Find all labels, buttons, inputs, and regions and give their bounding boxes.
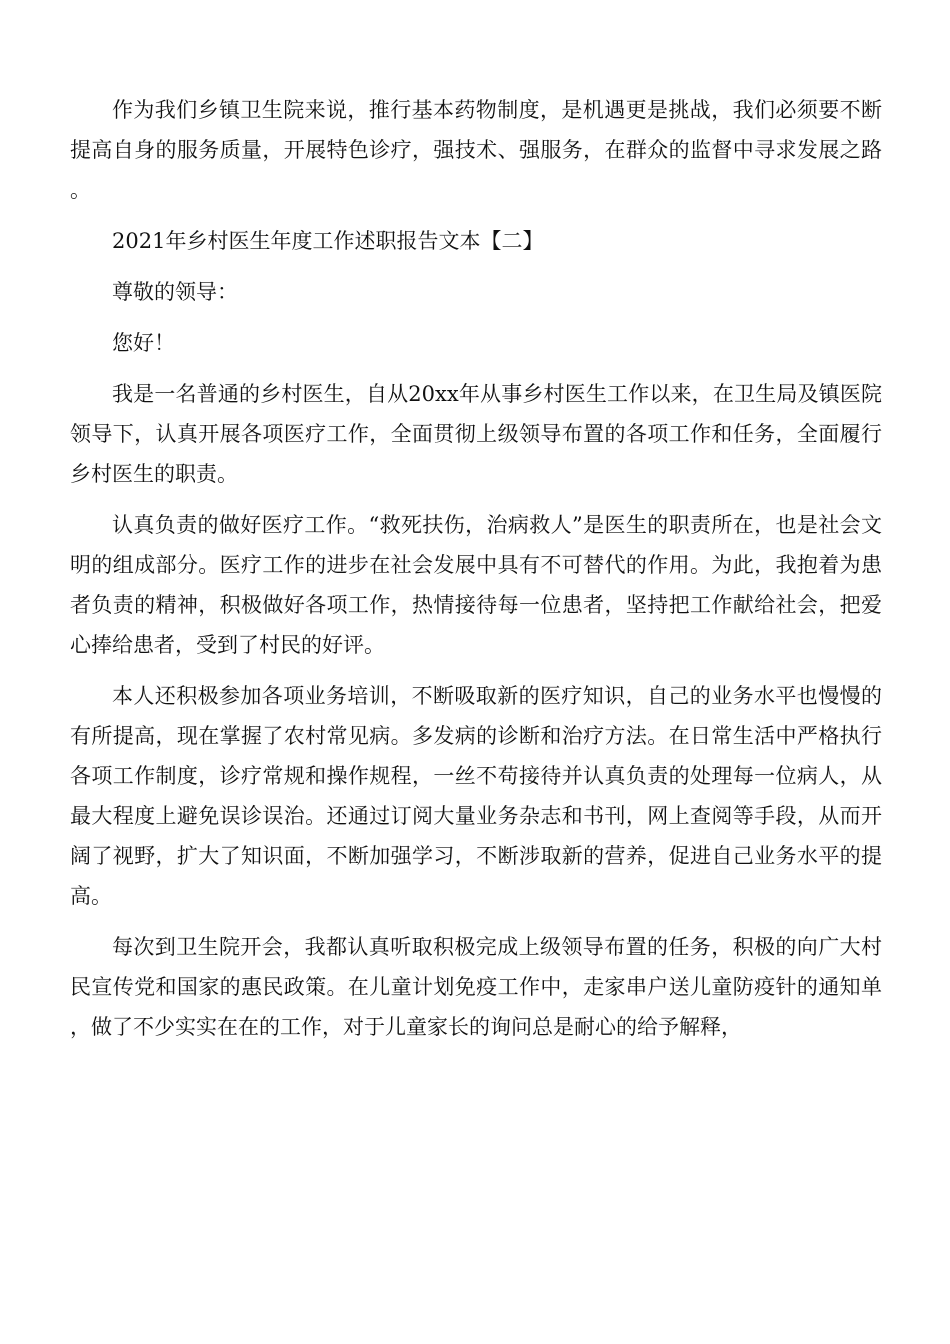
paragraph-medical-work: 认真负责的做好医疗工作。“救死扶伤，治病救人”是医生的职责所在，也是社会文明的组成部分。医疗工作的进步在社会发展中具有不可替代的作用。为此，我抱着为患者负责的精神，积极做好各项工作，热情接待每一位患者，坚持把工作献给社会，把爱心捧给患者，受到了村民的好评。	[70, 513, 882, 657]
paragraph-self-introduction: 我是一名普通的乡村医生，自从20xx年从事乡村医生工作以来，在卫生局及镇医院领导下，认真开展各项医疗工作，全面贯彻上级领导布置的各项工作和任务，全面履行乡村医生的职责。	[70, 382, 882, 486]
document-page	[70, 90, 882, 1058]
greeting: 您好！	[112, 331, 175, 355]
salutation: 尊敬的领导：	[112, 280, 238, 304]
section-heading: 2021年乡村医生年度工作述职报告文本【二】	[112, 229, 544, 253]
paragraph-training: 本人还积极参加各项业务培训，不断吸取新的医疗知识，自己的业务水平也慢慢的有所提高，现在掌握了农村常见病。多发病的诊断和治疗方法。在日常生活中严格执行各项工作制度，诊疗常规和操作规程，一丝不苟接待并认真负责的处理每一位病人，从最大程度上避免误诊误治。还通过订阅大量业务杂志和书刊，网上查阅等手段，从而开阔了视野，扩大了知识面，不断加强学习，不断涉取新的营养，促进自己业务水平的提高。	[70, 684, 882, 908]
paragraph-meetings: 每次到卫生院开会，我都认真听取积极完成上级领导布置的任务，积极的向广大村民宣传党和国家的惠民政策。在儿童计划免疫工作中，走家串户送儿童防疫针的通知单，做了不少实实在在的工作，对于儿童家长的询问总是耐心的给予解释，	[70, 935, 882, 1039]
paragraph-intro: 作为我们乡镇卫生院来说，推行基本药物制度，是机遇更是挑战，我们必须要不断提高自身的服务质量，开展特色诊疗，强技术、强服务，在群众的监督中寻求发展之路。	[70, 98, 882, 202]
